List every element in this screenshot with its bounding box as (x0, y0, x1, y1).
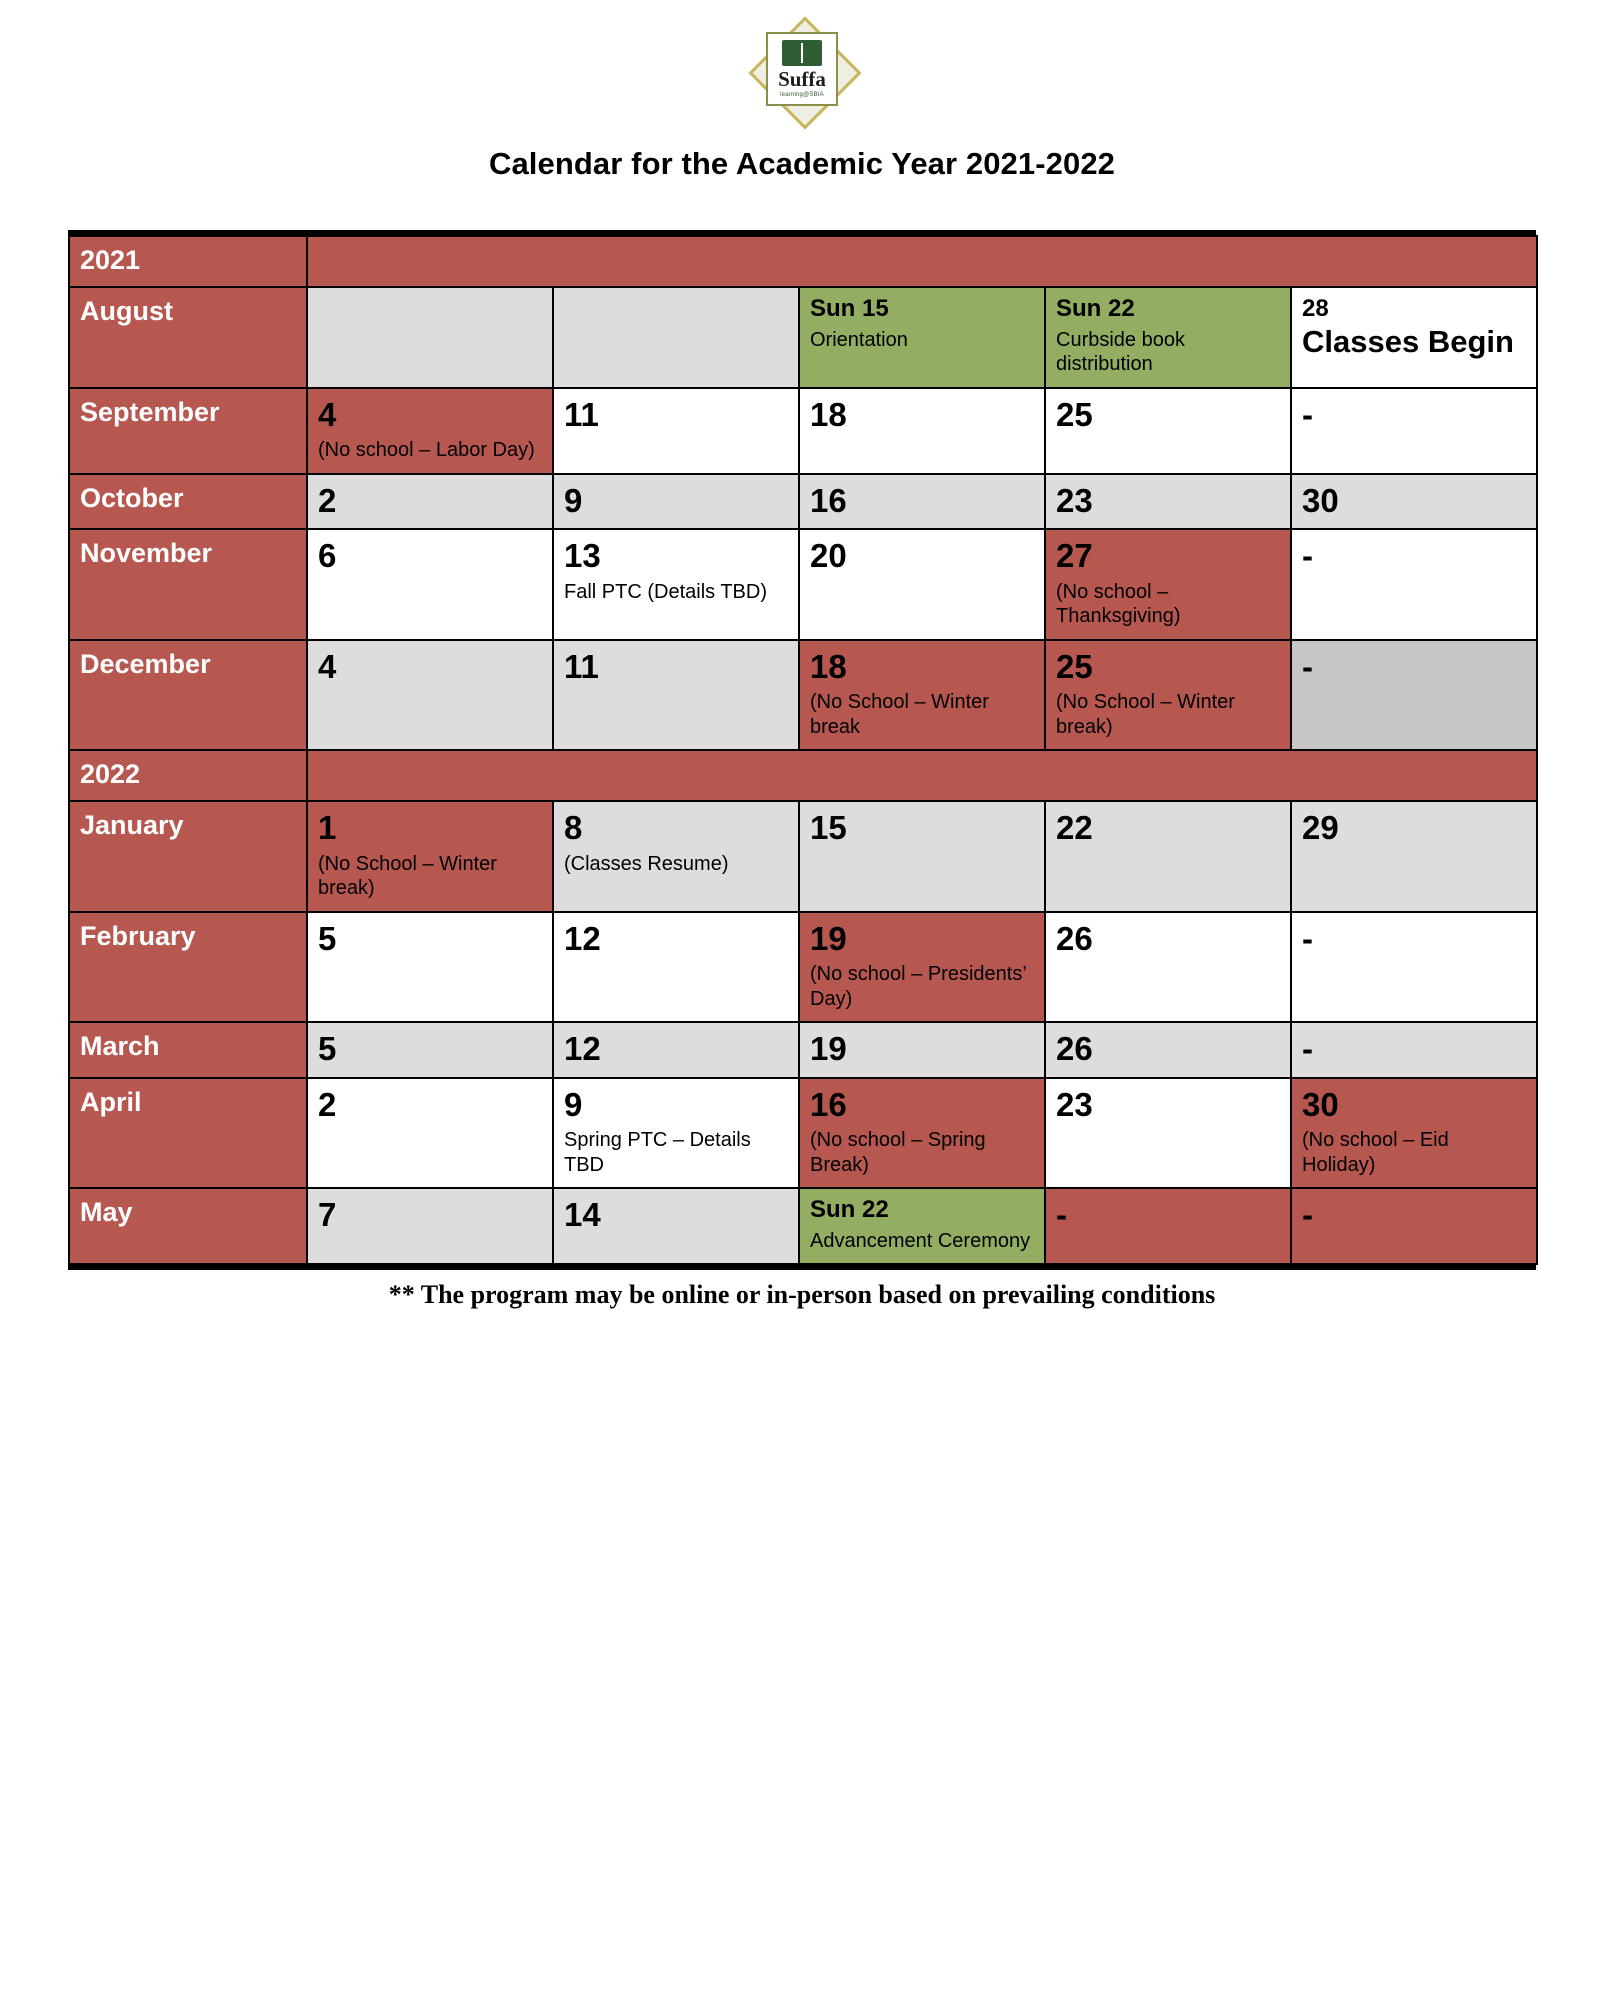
calendar-cell (799, 1188, 1045, 1264)
calendar-month-row (69, 912, 1537, 1022)
calendar-cell (553, 287, 799, 388)
calendar-month-row (69, 474, 1537, 530)
cell-day-number: 20 (810, 537, 847, 575)
cell-day-number: 11 (564, 647, 599, 685)
cell-day-number: - (1302, 919, 1313, 957)
cell-day-number: 18 (810, 647, 847, 685)
month-label-november: November (69, 529, 307, 639)
cell-day-number: 23 (1056, 1085, 1093, 1123)
calendar-cell (1291, 1188, 1537, 1264)
calendar-cell (799, 801, 1045, 911)
calendar-cell (307, 1022, 553, 1078)
month-label-october: October (69, 474, 307, 530)
month-label-may: May (69, 1188, 307, 1264)
cell-day-number: 30 (1302, 1085, 1339, 1123)
cell-note: Curbside book distribution (1056, 328, 1185, 376)
cell-note: Classes Begin (1302, 323, 1514, 359)
cell-note: (Classes Resume) (564, 852, 729, 875)
calendar-cell (1291, 474, 1537, 530)
cell-note: (No school – Labor Day) (318, 439, 535, 462)
calendar-cell (307, 388, 553, 474)
cell-day-number: 19 (810, 919, 847, 957)
cell-day-number: 8 (564, 809, 583, 847)
month-label-april: April (69, 1078, 307, 1188)
cell-day-number: Sun 22 (1056, 295, 1135, 322)
month-label-february: February (69, 912, 307, 1022)
calendar-cell (1291, 801, 1537, 911)
academic-calendar-table (68, 235, 1538, 1265)
cell-note: (No school – Spring Break) (810, 1129, 986, 1176)
calendar-cell (553, 1022, 799, 1078)
calendar-cell (1291, 1078, 1537, 1188)
cell-day-number: 19 (810, 1029, 847, 1067)
calendar-year-label: 2021 (69, 236, 307, 287)
calendar-cell (799, 529, 1045, 639)
calendar-cell (799, 388, 1045, 474)
calendar-cell (553, 529, 799, 639)
suffa-logo (743, 15, 861, 125)
calendar-cell (553, 388, 799, 474)
calendar-cell (1045, 1022, 1291, 1078)
cell-day-number: Sun 15 (810, 295, 889, 322)
calendar-year-label: 2022 (69, 750, 307, 801)
cell-day-number: 16 (810, 1085, 847, 1123)
cell-day-number: 29 (1302, 809, 1339, 847)
cell-day-number: 1 (318, 809, 337, 847)
cell-day-number: 18 (810, 395, 847, 433)
cell-note: (No School – Winter break (810, 691, 989, 738)
cell-day-number: 9 (564, 1085, 583, 1123)
calendar-cell (307, 912, 553, 1022)
cell-note: (No school – Eid Holiday) (1302, 1129, 1449, 1176)
cell-day-number: - (1302, 537, 1313, 575)
calendar-cell (799, 474, 1045, 530)
calendar-year-row (69, 750, 1537, 801)
cell-note: Spring PTC – Details TBD (564, 1129, 751, 1176)
cell-note: (No School – Winter break) (318, 852, 497, 900)
calendar-cell (1045, 1188, 1291, 1264)
calendar-month-row (69, 529, 1537, 639)
cell-day-number: 2 (318, 481, 337, 519)
logo-tagline: learning@SBIA (780, 92, 824, 98)
cell-day-number: - (1302, 395, 1313, 433)
calendar-cell (553, 1188, 799, 1264)
cell-day-number: 23 (1056, 481, 1093, 519)
calendar-cell (553, 912, 799, 1022)
calendar-cell (307, 1078, 553, 1188)
cell-note: (No School – Winter break) (1056, 691, 1235, 738)
calendar-cell (1291, 287, 1537, 388)
cell-day-number: 26 (1056, 919, 1093, 957)
calendar-cell (1291, 529, 1537, 639)
cell-day-number: 7 (318, 1195, 337, 1233)
calendar-month-row (69, 388, 1537, 474)
logo-container (0, 0, 1604, 118)
cell-day-number: - (1302, 1195, 1313, 1233)
calendar-table-wrapper (68, 230, 1536, 1270)
calendar-cell (799, 1022, 1045, 1078)
calendar-month-row (69, 801, 1537, 911)
month-label-march: March (69, 1022, 307, 1078)
cell-day-number: 13 (564, 537, 601, 575)
cell-note: (No school – Presidents’ Day) (810, 963, 1027, 1010)
cell-day-number: 6 (318, 537, 337, 575)
calendar-cell (553, 474, 799, 530)
cell-note: Orientation (810, 328, 908, 351)
cell-day-number: 2 (318, 1085, 337, 1123)
cell-day-number: 28 (1302, 295, 1329, 322)
calendar-cell (1045, 1078, 1291, 1188)
cell-note: Advancement Ceremony (810, 1229, 1031, 1252)
cell-day-number: 22 (1056, 809, 1093, 847)
cell-day-number: 12 (564, 1029, 601, 1067)
cell-day-number: 25 (1056, 395, 1093, 433)
cell-day-number: 4 (318, 395, 337, 433)
calendar-cell (307, 801, 553, 911)
calendar-cell (1045, 529, 1291, 639)
calendar-cell (1291, 912, 1537, 1022)
cell-day-number: 4 (318, 647, 337, 685)
calendar-month-row (69, 640, 1537, 750)
calendar-cell (553, 1078, 799, 1188)
month-label-december: December (69, 640, 307, 750)
cell-day-number: - (1302, 647, 1313, 685)
calendar-cell (799, 912, 1045, 1022)
calendar-cell (799, 640, 1045, 750)
calendar-cell (1291, 388, 1537, 474)
cell-day-number: 9 (564, 481, 583, 519)
calendar-month-row (69, 1022, 1537, 1078)
page-title: Calendar for the Academic Year 2021-2022 (488, 146, 1116, 181)
calendar-year-spacer (307, 750, 1537, 801)
cell-day-number: 11 (564, 395, 599, 433)
calendar-month-row (69, 287, 1537, 388)
calendar-cell (307, 640, 553, 750)
calendar-cell (1045, 287, 1291, 388)
cell-note: Fall PTC (Details TBD) (564, 580, 767, 603)
month-label-august: August (69, 287, 307, 388)
cell-note: (No school – Thanksgiving) (1056, 580, 1181, 628)
calendar-cell (1045, 388, 1291, 474)
logo-brand-text: Suffa (778, 67, 826, 91)
calendar-cell (1045, 912, 1291, 1022)
cell-day-number: 5 (318, 919, 337, 957)
cell-day-number: 5 (318, 1029, 337, 1067)
cell-day-number: 27 (1056, 537, 1093, 575)
cell-day-number: 16 (810, 481, 847, 519)
calendar-cell (553, 801, 799, 911)
month-label-september: September (69, 388, 307, 474)
cell-day-number: Sun 22 (810, 1195, 889, 1223)
calendar-cell (1291, 1022, 1537, 1078)
cell-day-number: - (1056, 1195, 1067, 1233)
calendar-cell (1045, 474, 1291, 530)
cell-day-number: - (1302, 1029, 1313, 1067)
cell-day-number: 30 (1302, 481, 1339, 519)
calendar-cell (1045, 801, 1291, 911)
cell-day-number: 26 (1056, 1029, 1093, 1067)
calendar-year-spacer (307, 236, 1537, 287)
cell-day-number: 15 (810, 809, 847, 847)
cell-day-number: 25 (1056, 647, 1093, 685)
calendar-month-row (69, 1078, 1537, 1188)
calendar-cell (799, 287, 1045, 388)
calendar-cell (307, 529, 553, 639)
calendar-cell (307, 474, 553, 530)
calendar-cell (1291, 640, 1537, 750)
calendar-cell (553, 640, 799, 750)
open-book-icon (782, 40, 822, 66)
cell-day-number: 12 (564, 919, 601, 957)
footnote: ** The program may be online or in-person based on prevailing conditions (388, 1280, 1216, 1310)
calendar-cell (799, 1078, 1045, 1188)
calendar-cell (1045, 640, 1291, 750)
calendar-cell (307, 1188, 553, 1264)
cell-day-number: 14 (564, 1195, 601, 1233)
calendar-cell (307, 287, 553, 388)
month-label-january: January (69, 801, 307, 911)
calendar-year-row (69, 236, 1537, 287)
calendar-month-row (69, 1188, 1537, 1264)
logo-inner-box (766, 32, 838, 106)
